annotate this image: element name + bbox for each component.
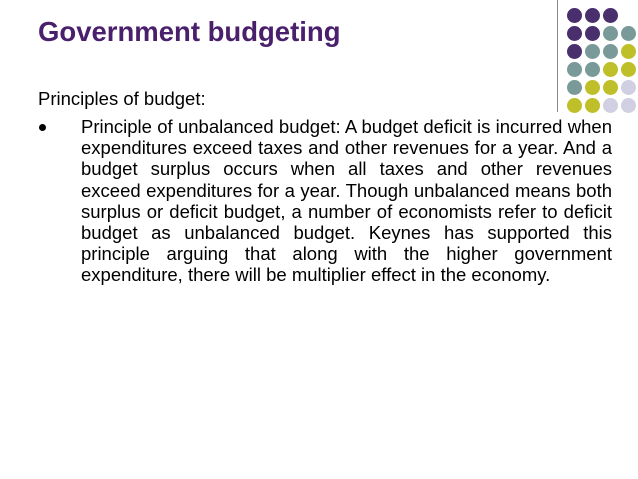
decorative-dot [603,26,618,41]
decorative-dot [585,26,600,41]
decorative-dot [567,26,582,41]
decorative-dot [585,8,600,23]
decorative-dot [567,98,582,113]
decorative-dot [621,44,636,59]
decorative-dot [621,80,636,95]
decorative-dot [585,62,600,77]
decorative-dot [567,44,582,59]
section-heading: Principles of budget: [38,88,206,109]
bullet-icon [39,124,46,131]
decorative-dot [603,8,618,23]
vertical-divider [557,0,558,112]
decorative-dot [603,80,618,95]
decorative-dot [621,98,636,113]
decorative-dot [603,44,618,59]
decorative-dot [585,98,600,113]
decorative-dot [603,98,618,113]
decorative-dot [567,8,582,23]
decorative-dot [585,44,600,59]
decorative-dot [621,26,636,41]
decorative-dot [567,80,582,95]
decorative-dot [567,62,582,77]
bullet-text: Principle of unbalanced budget: A budget deficit is incurred when expenditures exceed taxes and other revenues for a year. And a budget surplus occurs when all taxes and other revenues exceed expenditures for a year. Though unbalanced means both surplus or deficit budget, a number of economists refer to deficit budget as unbalanced budget. Keynes has supported this principle arguing that along with the higher government expenditure, there will be multiplier effect in the economy. [81,116,612,286]
decorative-dot [603,62,618,77]
decorative-dot [621,62,636,77]
decorative-dot [585,80,600,95]
slide-title: Government budgeting [38,16,341,47]
